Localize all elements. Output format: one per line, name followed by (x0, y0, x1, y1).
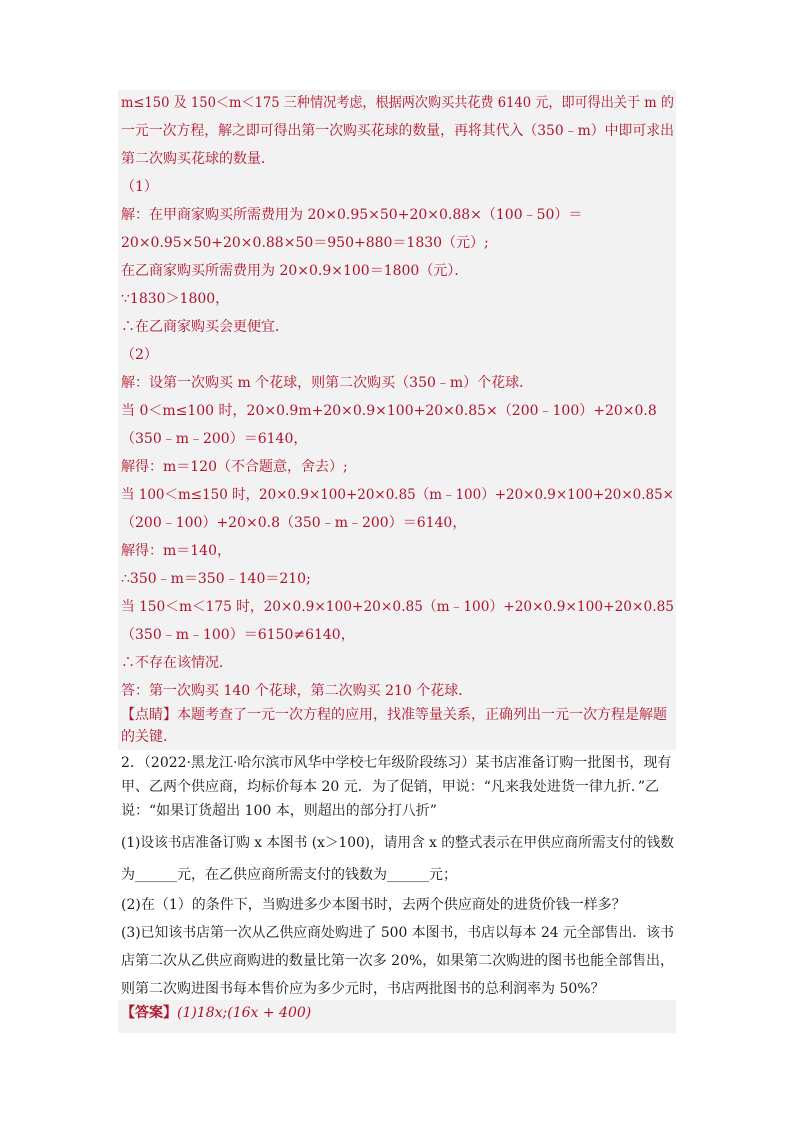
solution-line-text: ∴在乙商家购买会更便宜． (121, 319, 289, 335)
solution-line (121, 626, 676, 644)
solution-line-text: 第二次购买花球的数量． (121, 151, 275, 167)
solution-line (121, 374, 676, 392)
problem-line-text: (1)设该书店准备订购 x 本图书 (x＞100)，请用含 x 的整式表示在甲供应商所需支付的钱数 (121, 835, 674, 851)
solution-line-text: （350﹣m﹣200）＝6140， (121, 431, 308, 447)
problem-line-text: 甲、乙两个供应商，均标价每本 20 元．为了促销，甲说：“凡来我处进货一律九折．”乙 (121, 779, 660, 795)
answer-value: (1)18x;(16x + 400) (177, 1005, 312, 1021)
solution-line (121, 706, 676, 724)
solution-line (121, 94, 676, 112)
solution-line (121, 206, 676, 224)
solution-line-text: 答：第一次购买 140 个花球，第二次购买 210 个花球． (121, 683, 473, 699)
problem-line (121, 778, 676, 796)
solution-line-text: 的关键． (121, 729, 177, 745)
solution-line-text: 20×0.95×50+20×0.88×50＝950+880＝1830（元）; (121, 235, 489, 251)
solution-line-text: 解：在甲商家购买所需费用为 20×0.95×50+20×0.88×（100﹣50）＝ (121, 207, 583, 223)
problem-line (121, 896, 676, 914)
solution-line-text: （350﹣m﹣100）＝6150≠6140， (121, 627, 355, 643)
solution-line-text: （2） (121, 347, 158, 363)
solution-line-text: 当 150＜m＜175 时，20×0.9×100+20×0.85（m﹣100）+20×0.9×100+20×0.85 (121, 599, 675, 615)
answer-line (121, 1004, 676, 1022)
problem-line (121, 924, 676, 942)
solution-line (121, 430, 676, 448)
solution-line (121, 654, 676, 672)
answer-label: 【答案】 (121, 1005, 177, 1021)
solution-line-text: 在乙商家购买所需费用为 20×0.9×100＝1800（元）． (121, 263, 469, 279)
solution-line-text: 解得：m＝140， (121, 543, 231, 559)
solution-line (121, 542, 676, 560)
solution-line (121, 122, 676, 140)
problem-line (121, 834, 676, 852)
problem-line-text: 店第二次从乙供应商购进的数量比第一次多 20%，如果第二次购进的图书也能全部售出， (121, 953, 675, 969)
solution-line (121, 682, 676, 700)
solution-line (121, 458, 676, 476)
solution-line (121, 728, 676, 746)
solution-line (121, 318, 676, 336)
solution-line-text: ∵1830＞1800， (121, 291, 230, 307)
solution-line (121, 514, 676, 532)
solution-line (121, 178, 676, 196)
problem-line (121, 866, 676, 884)
solution-line (121, 262, 676, 280)
solution-line-text: （1） (121, 179, 158, 195)
problem-line-text: 为______元，在乙供应商所需支付的钱数为______元； (121, 867, 457, 883)
solution-line-text: 解得：m＝120（不合题意，舍去）; (121, 459, 348, 475)
solution-line-text: ∴350﹣m＝350﹣140＝210; (121, 571, 311, 587)
problem-line (121, 754, 676, 772)
problem-line-text: 2．（2022·黑龙江·哈尔滨市风华中学校七年级阶段练习）某书店准备订购一批图书，现有 (121, 755, 672, 771)
solution-line-text: 【点睛】本题考查了一元一次方程的应用，找准等量关系，正确列出一元一次方程是解题 (121, 707, 667, 723)
problem-line (121, 952, 676, 970)
solution-line-text: 解：设第一次购买 m 个花球，则第二次购买（350﹣m）个花球． (121, 375, 534, 391)
solution-line-text: 当 100＜m≤150 时，20×0.9×100+20×0.85（m﹣100）+20×0.9×100+20×0.85× (121, 487, 674, 503)
solution-line (121, 346, 676, 364)
solution-line-text: （200﹣100）+20×0.8（350﹣m﹣200）＝6140， (121, 515, 467, 531)
problem-line-text: (2)在（1）的条件下，当购进多少本图书时，去两个供应商处的进货价钱一样多？ (121, 897, 626, 913)
solution-line-text: 当 0＜m≤100 时，20×0.9m+20×0.9×100+20×0.85×（200﹣100）+20×0.8 (121, 403, 657, 419)
solution-line (121, 290, 676, 308)
solution-line (121, 402, 676, 420)
solution-line (121, 150, 676, 168)
solution-line-text: 一元一次方程，解之即可得出第一次购买花球的数量，再将其代入（350﹣m）中即可求出 (121, 123, 674, 139)
solution-line-text: ∴不存在该情况． (121, 655, 233, 671)
solution-line (121, 598, 676, 616)
solution-line (121, 486, 676, 504)
problem-line (121, 802, 676, 820)
solution-line (121, 234, 676, 252)
problem-line-text: 说：“如果订货超出 100 本，则超出的部分打八折” (121, 803, 437, 819)
solution-line-text: m≤150 及 150＜m＜175 三种情况考虑，根据两次购买共花费 6140 元，即可得出关于 m 的 (121, 95, 675, 111)
problem-line-text: 则第二次购进图书每本售价应为多少元时，书店两批图书的总利润率为 50%？ (121, 981, 605, 997)
problem-line (121, 980, 676, 998)
solution-line (121, 570, 676, 588)
problem-line-text: (3)已知该书店第一次从乙供应商处购进了 500 本图书，书店以每本 24 元全部售出．该书 (121, 925, 674, 941)
